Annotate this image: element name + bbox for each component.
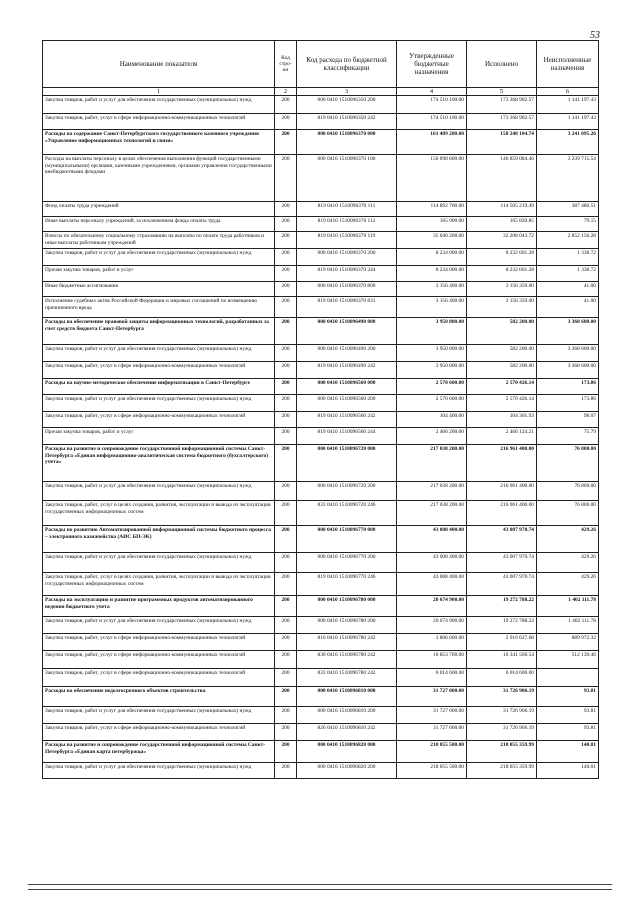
row-budget-code: 000 0410 1510096770 000 xyxy=(297,526,397,553)
row-executed-amount: 19 272 788.22 xyxy=(467,596,537,617)
row-budget-code: 000 0410 1510096560 000 xyxy=(297,379,397,395)
row-indicator-name: Закупка товаров, работ и услуг для обеспечения государственных (муниципальных) нужд xyxy=(43,249,275,266)
row-indicator-name: Закупка товаров, работ, услуг в сфере информационно-коммуникационных технологий xyxy=(43,634,275,651)
row-remaining-amount: 1 338.72 xyxy=(537,249,599,266)
row-approved-amount: 174 510 100.00 xyxy=(397,114,467,130)
row-line-code: 200 xyxy=(275,96,297,114)
row-remaining-amount: 79.15 xyxy=(537,217,599,232)
row-executed-amount: 10 341 560.54 xyxy=(467,651,537,669)
row-approved-amount: 114 892 700.00 xyxy=(397,202,467,217)
row-budget-code: 000 0410 1510096820 000 xyxy=(297,741,397,763)
row-executed-amount: 158 248 104.74 xyxy=(467,130,537,155)
row-indicator-name: Расходы на развитие и сопровождение государственной информационной системы Санкт-Петербурга «Единая карта петербуржца» xyxy=(43,741,275,763)
row-budget-code: 000 0410 1510096820 200 xyxy=(297,763,397,779)
row-budget-code: 816 0410 1510096780 242 xyxy=(297,634,397,651)
row-indicator-name: Закупка товаров, работ и услуг для обеспечения государственных (муниципальных) нужд xyxy=(43,482,275,501)
row-executed-amount: 216 961 400.00 xyxy=(467,482,537,501)
row-line-code: 200 xyxy=(275,318,297,345)
row-executed-amount: 173 368 902.57 xyxy=(467,96,537,114)
row-line-code: 200 xyxy=(275,217,297,232)
row-budget-code: 819 0410 1510096370 111 xyxy=(297,202,397,217)
table-row xyxy=(43,482,599,501)
row-approved-amount: 20 674 900.00 xyxy=(397,617,467,634)
row-executed-amount: 43 007 970.74 xyxy=(467,573,537,596)
header-line-code: Код стро- ки xyxy=(275,41,297,88)
row-budget-code: 819 0410 1510096490 242 xyxy=(297,362,397,379)
row-line-code: 200 xyxy=(275,282,297,297)
table-row xyxy=(43,763,599,779)
row-remaining-amount xyxy=(537,669,599,687)
table-row xyxy=(43,687,599,707)
row-executed-amount: 6 014 600.00 xyxy=(467,669,537,687)
row-approved-amount: 217 038 200.00 xyxy=(397,482,467,501)
row-remaining-amount: 1 402 111.78 xyxy=(537,617,599,634)
row-approved-amount: 217 038 200.00 xyxy=(397,445,467,482)
row-line-code: 200 xyxy=(275,763,297,779)
row-remaining-amount: 75.79 xyxy=(537,428,599,445)
row-executed-amount: 31 726 906.19 xyxy=(467,687,537,707)
row-budget-code: 819 0410 1510096770 246 xyxy=(297,573,397,596)
row-executed-amount: 165 820.85 xyxy=(467,217,537,232)
row-line-code: 200 xyxy=(275,395,297,412)
table-row xyxy=(43,596,599,617)
row-executed-amount: 582 200.00 xyxy=(467,362,537,379)
table-row xyxy=(43,266,599,282)
row-budget-code: 833 0410 1510096780 242 xyxy=(297,669,397,687)
row-remaining-amount: 1 338.72 xyxy=(537,266,599,282)
row-line-code: 200 xyxy=(275,412,297,428)
row-indicator-name: Закупка товаров, работ, услуг в сфере информационно-коммуникационных технологий xyxy=(43,114,275,130)
row-approved-amount: 3 950 800.00 xyxy=(397,362,467,379)
row-indicator-name: Закупка товаров, работ и услуг для обеспечения государственных (муниципальных) нужд xyxy=(43,617,275,634)
row-indicator-name: Расходы на эксплуатацию и развитие программных продуктов автоматизированного ведения бюджетного учета xyxy=(43,596,275,617)
row-indicator-name: Расходы на обеспечение правовой защиты информационных технологий, разработанных за счет средств бюджета Санкт-Петербурга xyxy=(43,318,275,345)
row-approved-amount: 174 510 100.00 xyxy=(397,96,467,114)
row-line-code: 200 xyxy=(275,379,297,395)
table-row xyxy=(43,412,599,428)
row-line-code: 200 xyxy=(275,445,297,482)
row-remaining-amount: 2 852 156.28 xyxy=(537,232,599,249)
table-row xyxy=(43,202,599,217)
row-remaining-amount: 387 480.51 xyxy=(537,202,599,217)
row-line-code: 200 xyxy=(275,617,297,634)
row-line-code: 200 xyxy=(275,155,297,202)
row-approved-amount: 3 950 800.00 xyxy=(397,318,467,345)
row-approved-amount: 31 727 000.00 xyxy=(397,707,467,724)
row-approved-amount: 2 570 600.00 xyxy=(397,379,467,395)
header-approved: Утвержденные бюджетные назначения xyxy=(397,41,467,88)
row-remaining-amount: 3 368 600.00 xyxy=(537,362,599,379)
row-budget-code: 819 0410 1510096560 242 xyxy=(297,412,397,428)
row-approved-amount: 218 055 500.00 xyxy=(397,741,467,763)
row-line-code: 200 xyxy=(275,232,297,249)
row-indicator-name: Взносы по обязательному социальному страхованию на выплаты по оплате труда работников и иные выплаты работникам учреждений xyxy=(43,232,275,249)
row-indicator-name: Прочая закупка товаров, работ и услуг xyxy=(43,266,275,282)
table-row xyxy=(43,249,599,266)
row-remaining-amount: 1 141 197.43 xyxy=(537,114,599,130)
table-row xyxy=(43,114,599,130)
row-budget-code: 000 0410 1510096370 800 xyxy=(297,282,397,297)
row-budget-code: 000 0410 1510096490 200 xyxy=(297,345,397,362)
row-approved-amount: 150 098 800.00 xyxy=(397,155,467,202)
row-remaining-amount: 76 800.00 xyxy=(537,501,599,526)
table-row xyxy=(43,282,599,297)
row-executed-amount: 8 232 661.28 xyxy=(467,249,537,266)
row-line-code: 200 xyxy=(275,526,297,553)
bottom-scan-line xyxy=(28,889,612,890)
row-approved-amount: 10 853 700.00 xyxy=(397,651,467,669)
row-indicator-name: Расходы по развитию Автоматизированной информационной системы бюджетного процесса – электронного казначейства (АИС БП-ЭК) xyxy=(43,526,275,553)
row-indicator-name: Закупка товаров, работ и услуг для обеспечения государственных (муниципальных) нужд xyxy=(43,395,275,412)
column-number: 5 xyxy=(467,88,537,96)
row-line-code: 200 xyxy=(275,596,297,617)
row-remaining-amount: 429.26 xyxy=(537,526,599,553)
row-indicator-name: Расходы на развитие и сопровождение государственной информационной системы Санкт-Петербурга «Единая информационно-аналитическая система бюджетного (бухгалтерского) учета» xyxy=(43,445,275,482)
row-approved-amount: 3 806 600.00 xyxy=(397,634,467,651)
row-remaining-amount: 173.86 xyxy=(537,395,599,412)
table-row xyxy=(43,445,599,482)
row-indicator-name: Закупка товаров, работ и услуг для обеспечения государственных (муниципальных) нужд xyxy=(43,763,275,779)
row-budget-code: 000 0410 1510096780 200 xyxy=(297,617,397,634)
row-line-code: 200 xyxy=(275,297,297,318)
row-remaining-amount: 3 241 095.26 xyxy=(537,130,599,155)
row-budget-code: 819 0410 1510096370 112 xyxy=(297,217,397,232)
row-executed-amount: 114 505 219.49 xyxy=(467,202,537,217)
row-budget-code: 826 0410 1510096810 242 xyxy=(297,724,397,741)
row-executed-amount: 218 055 359.99 xyxy=(467,763,537,779)
row-indicator-name: Закупка товаров, работ и услуг для обеспечения государственных (муниципальных) нужд xyxy=(43,553,275,573)
row-approved-amount: 161 489 200.00 xyxy=(397,130,467,155)
table-row xyxy=(43,651,599,669)
row-executed-amount: 31 726 906.19 xyxy=(467,707,537,724)
row-line-code: 200 xyxy=(275,362,297,379)
row-indicator-name: Закупка товаров, работ и услуг для обеспечения государственных (муниципальных) нужд xyxy=(43,96,275,114)
table-row xyxy=(43,428,599,445)
table-row xyxy=(43,741,599,763)
row-indicator-name: Закупка товаров, работ, услуг в сфере информационно-коммуникационных технологий xyxy=(43,362,275,379)
row-executed-amount: 31 726 906.19 xyxy=(467,724,537,741)
table-row xyxy=(43,573,599,596)
row-line-code: 200 xyxy=(275,130,297,155)
row-executed-amount: 2 916 627.68 xyxy=(467,634,537,651)
table-row xyxy=(43,724,599,741)
row-budget-code: 000 0410 1510096370 000 xyxy=(297,130,397,155)
table-row xyxy=(43,96,599,114)
row-indicator-name: Закупка товаров, работ, услуг в сфере информационно-коммуникационных технологий xyxy=(43,412,275,428)
row-remaining-amount: 1 141 197.43 xyxy=(537,96,599,114)
header-indicator-name: Наименование показателя xyxy=(43,41,275,88)
table-row xyxy=(43,297,599,318)
table-row xyxy=(43,634,599,651)
row-approved-amount: 218 055 500.00 xyxy=(397,763,467,779)
row-executed-amount: 8 232 661.28 xyxy=(467,266,537,282)
row-budget-code: 819 0410 1510096560 244 xyxy=(297,428,397,445)
row-indicator-name: Прочая закупка товаров, работ и услуг xyxy=(43,428,275,445)
column-number: 3 xyxy=(297,88,397,96)
row-executed-amount: 216 961 400.00 xyxy=(467,501,537,526)
row-indicator-name: Расходы на обеспечение недолгосрочного объектов строительства xyxy=(43,687,275,707)
row-indicator-name: Закупка товаров, работ и услуг для обеспечения государственных (муниципальных) нужд xyxy=(43,707,275,724)
row-approved-amount: 217 038 200.00 xyxy=(397,501,467,526)
row-remaining-amount: 1 402 111.78 xyxy=(537,596,599,617)
table-row xyxy=(43,362,599,379)
row-approved-amount: 35 040 200.00 xyxy=(397,232,467,249)
row-remaining-amount: 173.86 xyxy=(537,379,599,395)
table-header-row xyxy=(43,41,599,88)
row-remaining-amount: 93.81 xyxy=(537,687,599,707)
row-line-code: 200 xyxy=(275,501,297,526)
row-budget-code: 000 0410 1510096720 200 xyxy=(297,482,397,501)
row-indicator-name: Иные бюджетные ассигнования xyxy=(43,282,275,297)
row-budget-code: 830 0410 1510096780 242 xyxy=(297,651,397,669)
row-line-code: 200 xyxy=(275,573,297,596)
row-executed-amount: 2 570 426.14 xyxy=(467,379,537,395)
row-budget-code: 000 0410 1510096770 200 xyxy=(297,553,397,573)
row-executed-amount: 2 570 426.14 xyxy=(467,395,537,412)
table-row xyxy=(43,318,599,345)
row-indicator-name: Закупка товаров, работ, услуг в сфере информационно-коммуникационных технологий xyxy=(43,724,275,741)
row-executed-amount: 43 007 970.74 xyxy=(467,553,537,573)
row-remaining-amount: 3 239 715.54 xyxy=(537,155,599,202)
row-budget-code: 819 0410 1510096350 242 xyxy=(297,114,397,130)
row-line-code: 200 xyxy=(275,553,297,573)
row-budget-code: 000 0410 1510096780 000 xyxy=(297,596,397,617)
row-indicator-name: Расходы на содержание Санкт-Петербургского государственного казенного учреждения «Управление информационных технологий и связи» xyxy=(43,130,275,155)
table-row xyxy=(43,669,599,687)
row-line-code: 200 xyxy=(275,482,297,501)
row-budget-code: 000 0410 1510096490 000 xyxy=(297,318,397,345)
row-line-code: 200 xyxy=(275,249,297,266)
row-line-code: 200 xyxy=(275,266,297,282)
row-remaining-amount: 41.00 xyxy=(537,297,599,318)
row-approved-amount: 20 674 900.00 xyxy=(397,596,467,617)
row-budget-code: 000 0410 1510096560 200 xyxy=(297,395,397,412)
row-executed-amount: 218 055 359.99 xyxy=(467,741,537,763)
header-budget-code: Код расхода по бюджетной классификации xyxy=(297,41,397,88)
row-remaining-amount: 3 368 600.00 xyxy=(537,345,599,362)
row-indicator-name: Расходы на научно-методическое обеспечение информатизации в Санкт-Петербурге xyxy=(43,379,275,395)
row-approved-amount: 31 727 000.00 xyxy=(397,724,467,741)
column-number: 1 xyxy=(43,88,275,96)
row-line-code: 200 xyxy=(275,707,297,724)
column-number: 6 xyxy=(537,88,599,96)
row-indicator-name: Закупка товаров, работ и услуг для обеспечения государственных (муниципальных) нужд xyxy=(43,345,275,362)
row-remaining-amount: 76 800.00 xyxy=(537,482,599,501)
row-indicator-name: Закупка товаров, работ, услуг в целях создания, развития, эксплуатации и вывода из эксплуатации государственных информационных систем xyxy=(43,501,275,526)
row-indicator-name: Фонд оплаты труда учреждений xyxy=(43,202,275,217)
row-budget-code: 000 0410 1510096810 000 xyxy=(297,687,397,707)
row-remaining-amount: 76 800.00 xyxy=(537,445,599,482)
row-approved-amount: 165 900.00 xyxy=(397,217,467,232)
table-row xyxy=(43,501,599,526)
budget-execution-table xyxy=(42,40,599,779)
column-number: 4 xyxy=(397,88,467,96)
row-approved-amount: 2 570 600.00 xyxy=(397,395,467,412)
table-row xyxy=(43,617,599,634)
row-executed-amount: 582 200.00 xyxy=(467,345,537,362)
row-approved-amount: 3 156 400.00 xyxy=(397,282,467,297)
row-remaining-amount: 98.07 xyxy=(537,412,599,428)
row-approved-amount: 6 014 600.00 xyxy=(397,669,467,687)
row-line-code: 200 xyxy=(275,345,297,362)
row-remaining-amount: 429.26 xyxy=(537,553,599,573)
row-approved-amount: 43 008 400.00 xyxy=(397,573,467,596)
row-approved-amount: 43 008 400.00 xyxy=(397,526,467,553)
table-row xyxy=(43,345,599,362)
row-executed-amount: 146 859 084.46 xyxy=(467,155,537,202)
row-line-code: 200 xyxy=(275,724,297,741)
header-executed: Исполнено xyxy=(467,41,537,88)
row-line-code: 200 xyxy=(275,634,297,651)
row-approved-amount: 3 950 800.00 xyxy=(397,345,467,362)
row-budget-code: 000 0410 1510096720 000 xyxy=(297,445,397,482)
table-row xyxy=(43,155,599,202)
row-budget-code: 819 0410 1510096370 244 xyxy=(297,266,397,282)
row-executed-amount: 43 007 970.74 xyxy=(467,526,537,553)
row-budget-code: 000 0410 1510096350 200 xyxy=(297,96,397,114)
row-executed-amount: 582 200.00 xyxy=(467,318,537,345)
row-indicator-name: Закупка товаров, работ, услуг в сфере информационно-коммуникационных технологий xyxy=(43,651,275,669)
table-row xyxy=(43,526,599,553)
row-line-code: 200 xyxy=(275,114,297,130)
row-indicator-name: Закупка товаров, работ, услуг в целях создания, развития, эксплуатации и вывода из эксплуатации государственных информационных систем xyxy=(43,573,275,596)
page-number: 53 xyxy=(590,30,600,41)
row-approved-amount: 3 156 400.00 xyxy=(397,297,467,318)
row-line-code: 200 xyxy=(275,202,297,217)
table-row xyxy=(43,130,599,155)
row-line-code: 200 xyxy=(275,741,297,763)
row-remaining-amount: 93.81 xyxy=(537,707,599,724)
row-remaining-amount: 512 139.46 xyxy=(537,651,599,669)
row-executed-amount: 2 466 124.21 xyxy=(467,428,537,445)
row-executed-amount: 19 272 788.22 xyxy=(467,617,537,634)
row-approved-amount: 43 008 400.00 xyxy=(397,553,467,573)
row-line-code: 200 xyxy=(275,669,297,687)
row-indicator-name: Исполнение судебных актов Российской Федерации и мировых соглашений по возмещению причиненного вреда xyxy=(43,297,275,318)
row-remaining-amount: 93.81 xyxy=(537,724,599,741)
row-approved-amount: 8 234 000.00 xyxy=(397,266,467,282)
row-indicator-name: Иные выплаты персоналу учреждений, за исключением фонда оплаты труда xyxy=(43,217,275,232)
row-executed-amount: 216 961 400.00 xyxy=(467,445,537,482)
table-row xyxy=(43,232,599,249)
row-budget-code: 000 0410 1510096370 200 xyxy=(297,249,397,266)
row-budget-code: 000 0410 1510096370 100 xyxy=(297,155,397,202)
row-line-code: 200 xyxy=(275,687,297,707)
row-remaining-amount: 3 368 600.00 xyxy=(537,318,599,345)
column-number-row xyxy=(43,88,599,96)
row-indicator-name: Расходы на выплаты персоналу в целях обеспечения выполнения функций государственными (муниципальными) органами, казенными учреждениями, органами управления государственными внебюджетными фондами xyxy=(43,155,275,202)
row-approved-amount: 31 727 000.00 xyxy=(397,687,467,707)
row-approved-amount: 8 234 000.00 xyxy=(397,249,467,266)
row-line-code: 200 xyxy=(275,428,297,445)
row-executed-amount: 104 301.93 xyxy=(467,412,537,428)
row-line-code: 200 xyxy=(275,651,297,669)
row-executed-amount: 3 156 359.00 xyxy=(467,282,537,297)
bottom-scan-line xyxy=(28,884,612,885)
table-row xyxy=(43,379,599,395)
row-budget-code: 819 0410 1510096370 831 xyxy=(297,297,397,318)
table-row xyxy=(43,707,599,724)
row-remaining-amount: 140.01 xyxy=(537,763,599,779)
row-indicator-name: Закупка товаров, работ, услуг в сфере информационно-коммуникационных технологий xyxy=(43,669,275,687)
header-remaining: Неисполненные назначения xyxy=(537,41,599,88)
row-approved-amount: 104 400.00 xyxy=(397,412,467,428)
table-row xyxy=(43,395,599,412)
row-budget-code: 819 0410 1510096370 119 xyxy=(297,232,397,249)
row-executed-amount: 3 156 359.00 xyxy=(467,297,537,318)
row-executed-amount: 173 368 902.57 xyxy=(467,114,537,130)
row-executed-amount: 32 208 043.72 xyxy=(467,232,537,249)
row-remaining-amount: 41.00 xyxy=(537,282,599,297)
row-remaining-amount: 889 972.32 xyxy=(537,634,599,651)
row-remaining-amount: 140.01 xyxy=(537,741,599,763)
table-row xyxy=(43,553,599,573)
table-row xyxy=(43,217,599,232)
row-remaining-amount: 429.26 xyxy=(537,573,599,596)
row-budget-code: 000 0410 1510096810 200 xyxy=(297,707,397,724)
column-number: 2 xyxy=(275,88,297,96)
row-budget-code: 833 0410 1510096720 246 xyxy=(297,501,397,526)
row-approved-amount: 2 466 200.00 xyxy=(397,428,467,445)
